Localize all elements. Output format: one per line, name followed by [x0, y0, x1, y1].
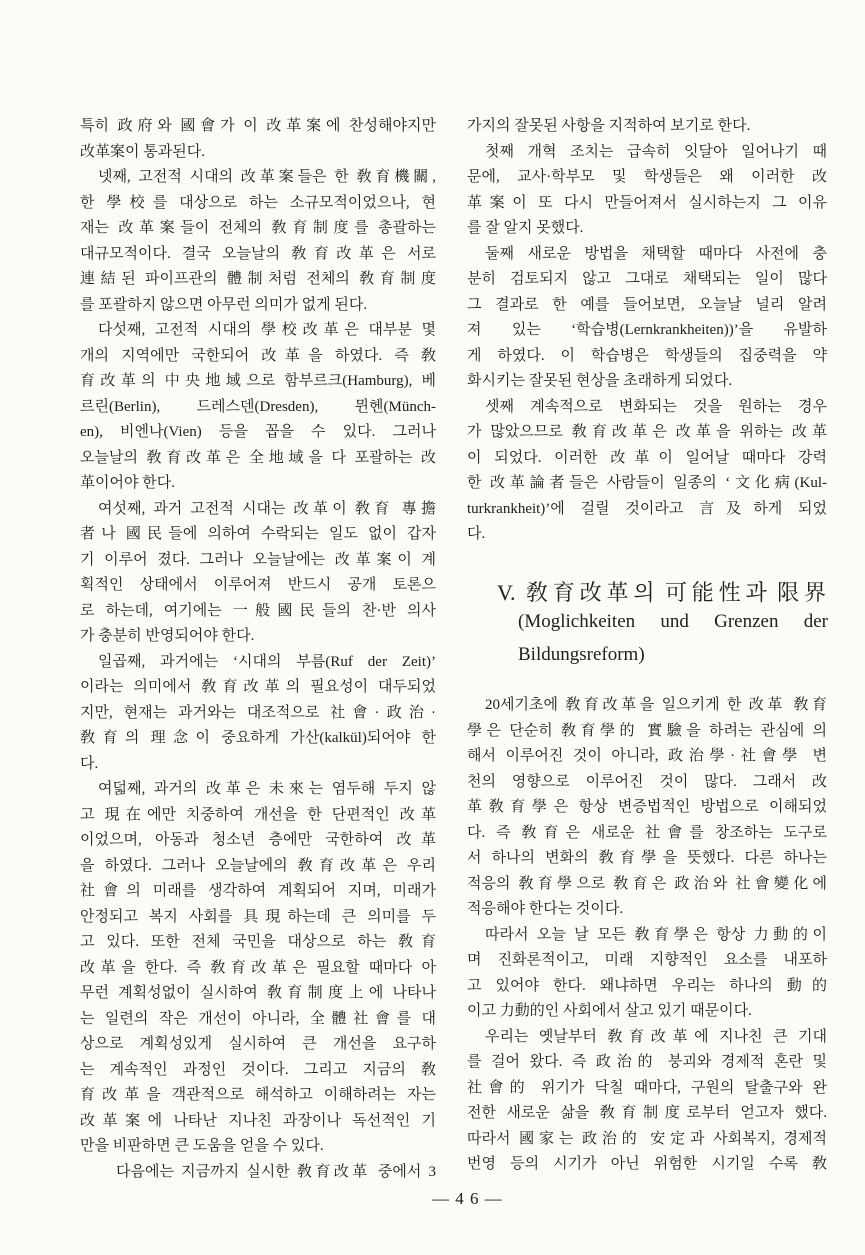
- paragraph-fifth: [80, 318, 436, 497]
- page-number: — 4 6 —: [432, 1189, 503, 1208]
- text-line: 社會의 미래를 생각하여 계획되어 지며, 미래가: [80, 883, 436, 899]
- text-line: turkrankheit)’에 걸릴 것이라고 言及하게 되었: [467, 500, 827, 517]
- text-line: 다섯째, 고전적 시대의 學校改革은 대부분 몇: [98, 322, 436, 338]
- text-line: 다.: [467, 526, 486, 542]
- text-line: 고 있다. 또한 전체 국민을 대상으로 하는 敎育: [80, 934, 436, 950]
- paragraph-first-problem: [467, 140, 827, 242]
- text-line: 革案이 또 다시 만들어져서 실시하는지 그 이유: [467, 194, 827, 211]
- paragraph-fourth: [80, 165, 436, 318]
- text-line: 특히 政府와 國會가 이 改革案에 찬성해야지만: [80, 118, 436, 134]
- text-line: 社會的 위기가 닥칠 때마다, 구원의 탈출구와 완: [467, 1079, 827, 1096]
- text-line: 를 걸어 왔다. 즉 政治的 붕괴와 경제적 혼란 및: [467, 1054, 827, 1070]
- text-line: 무런 계획성없이 실시하여 敎育制度上에 나타나: [80, 985, 436, 1001]
- text-line: 대규모적이다. 결국 오늘날의 敎育改革은 서로: [80, 245, 436, 262]
- text-line: 서 하나의 변화의 敎育學을 뜻했다. 다른 하나는: [467, 850, 827, 866]
- text-line: 고 있어야 한다. 왜냐하면 우리는 하나의 動的: [467, 977, 827, 994]
- paragraph-dynamic-pedagogy: [467, 923, 827, 1025]
- text-line: 連結된 파이프관의 體制처럼 전체의 敎育制度: [80, 271, 436, 287]
- text-line: 문에, 교사·학부모 및 학생들은 왜 이러한 改: [467, 169, 827, 185]
- text-line: en), 비엔나(Vien) 등을 꼽을 수 있다. 그러나: [80, 424, 436, 440]
- text-line: 者나 國民들에 의하여 수락되는 일도 없이 갑자: [80, 526, 436, 542]
- section-heading-title: V. 敎育改革의 可能性과 限界: [497, 580, 826, 605]
- paragraph-third-problem: [467, 395, 827, 548]
- text-line: 여덟째, 과거의 改革은 未來는 염두해 두지 않: [98, 781, 436, 797]
- text-line: 첫째 개혁 조치는 급속히 잇달아 일어나기 때: [485, 143, 827, 160]
- text-line: 해서 이루어진 것이 아니라, 政治學·社會學 변: [467, 748, 827, 764]
- text-line: 만을 비판하면 큰 도움을 얻을 수 있다.: [80, 1138, 324, 1154]
- text-line: 革敎育學은 항상 변증법적인 방법으로 이해되었: [467, 799, 827, 815]
- right-column-bottom: [467, 693, 827, 1178]
- text-line: 안정되고 복지 사회를 具現하는데 큰 의미를 두: [80, 908, 436, 925]
- text-line: 상으로 계획성있게 실시하여 큰 개선을 요구하: [80, 1036, 436, 1052]
- text-line: 다음에는 지금까지 실시한 敎育改革 중에서 3: [116, 1163, 436, 1180]
- text-line: 로 하는데, 여기에는 一般國民들의 찬·반 의사: [80, 602, 436, 619]
- paragraph-sixth: [80, 497, 436, 650]
- text-line: 며 진화론적이고, 미래 지향적인 요소를 내포하: [467, 952, 827, 968]
- text-line: 일곱째, 과거에는 ‘시대의 부름(Ruf der Zeit)’: [98, 653, 436, 670]
- paragraph-second-problem: [467, 242, 827, 395]
- section-heading-subtitle: [518, 605, 828, 671]
- text-line: 고 現在에만 치중하여 개선을 한 단편적인 改革: [80, 806, 436, 823]
- text-line: 오늘날의 敎育改革은 全地域을 다 포괄하는 改: [80, 449, 436, 466]
- text-line: 여섯째, 과거 고전적 시대는 改革이 敎育 專擔: [98, 500, 436, 517]
- text-line: 번영 등의 시기가 아닌 위험한 시기일 수록 敎: [467, 1156, 827, 1172]
- text-line: 學은 단순히 敎育學的 實驗을 하려는 관심에 의: [467, 722, 827, 739]
- text-line: 한 學校를 대상으로 하는 소규모적이었으나, 현: [80, 194, 436, 211]
- text-line: 를 포괄하지 않으면 아무런 의미가 없게 된다.: [80, 296, 368, 313]
- text-line: 넷째, 고전적 시대의 改革案들은 한 敎育機關,: [98, 169, 436, 185]
- text-line: 기 이루어 졌다. 그러나 오늘날에는 改革案이 계: [80, 551, 436, 568]
- text-line: 가 충분히 반영되어야 한다.: [80, 628, 255, 644]
- paragraph-next-intro: [80, 1160, 436, 1186]
- paragraph-continuation: [80, 114, 436, 165]
- paragraph-eighth: [80, 777, 436, 1160]
- text-line: 천의 영향으로 이루어진 것이 많다. 그래서 改: [467, 773, 827, 790]
- text-line: 가 많았으므로 敎育改革은 改革을 위하는 改革: [467, 424, 827, 440]
- text-line: 우리는 옛날부터 敎育改革에 지나친 큰 기대: [485, 1028, 827, 1045]
- text-line: 가지의 잘못된 사항을 지적하여 보기로 한다.: [467, 118, 751, 134]
- text-line: 이고 力動的인 사회에서 살고 있기 때문이다.: [467, 1003, 752, 1019]
- text-line: 화시키는 잘못된 현상을 초래하게 되었다.: [467, 373, 733, 389]
- text-line: 적응의 敎育學으로 敎育은 政治와 社會變化에: [467, 875, 827, 892]
- section-heading-subtitle-line: (Moglichkeiten und Grenzen der: [518, 611, 828, 632]
- text-line: 育改革을 객관적으로 해석하고 이해하려는 자는: [80, 1087, 436, 1103]
- text-line: 한 改革論者들은 사람들이 일종의 ‘文化病(Kul-: [467, 475, 827, 491]
- text-line: 따라서 國家는 政治的 安定과 사회복지, 경제적: [467, 1130, 827, 1147]
- text-line: 改革案에 나타난 지나친 과장이나 독선적인 기: [80, 1112, 436, 1129]
- text-line: 이 되었다. 이러한 改革이 일어날 때마다 강력: [467, 449, 827, 466]
- text-line: 지만, 현재는 과거와는 대조적으로 社會·政治·: [80, 704, 436, 721]
- text-line: 재는 改革案들이 전체의 敎育制度를 총괄하는: [80, 220, 436, 236]
- text-line: 改革案이 통과된다.: [80, 143, 205, 160]
- section-heading-subtitle-line: Bildungsreform): [518, 644, 645, 665]
- text-line: 적응해야 한다는 것이다.: [467, 901, 624, 917]
- left-column: [80, 114, 436, 1185]
- text-line: 전한 새로운 삶을 敎育制度로부터 얻고자 했다.: [467, 1105, 827, 1121]
- text-line: 르린(Berlin), 드레스덴(Dresden), 뮌헨(Münch-: [80, 398, 436, 415]
- text-line: 이라는 의미에서 敎育改革의 필요성이 대두되었: [80, 679, 436, 695]
- right-column-top: [467, 114, 827, 548]
- text-line: 改革을 한다. 즉 敎育改革은 필요할 때마다 아: [80, 959, 436, 976]
- text-line: 는 일련의 작은 개선이 아니라, 全體社會를 대: [80, 1010, 436, 1027]
- paragraph-seventh: [80, 650, 436, 778]
- text-line: 분히 검토되지 않고 그대로 채택되는 일이 많다: [467, 271, 827, 287]
- text-line: 따라서 오늘 날 모든 敎育學은 항상 力動的이: [485, 926, 827, 943]
- text-line: 셋째 계속적으로 변화되는 것을 원하는 경우: [485, 398, 827, 415]
- text-line: 敎育의 理念이 중요하게 가산(kalkül)되어야 한: [80, 730, 436, 746]
- text-line: 다.: [80, 755, 99, 772]
- paragraph-reform-pedagogy: [467, 693, 827, 923]
- text-line: 다. 즉 敎育은 새로운 社會를 창조하는 도구로: [467, 824, 827, 841]
- text-line: 育改革의 中央地域으로 함부르크(Hamburg), 베: [80, 373, 436, 389]
- text-line: 20세기초에 敎育改革을 일으키게 한 改革 敎育: [485, 697, 827, 713]
- text-line: 획적인 상태에서 이루어져 반드시 공개 토론으: [80, 577, 436, 593]
- text-line: 革이어야 한다.: [80, 475, 175, 491]
- text-line: 는 계속적인 과정인 것이다. 그리고 지금의 敎: [80, 1061, 436, 1078]
- text-line: 져 있는 ‘학습병(Lernkrankheiten))’을 유발하: [467, 322, 827, 338]
- text-line: 개의 지역에만 국한되어 改革을 하였다. 즉 敎: [80, 347, 436, 364]
- text-line: 을 하였다. 그러나 오늘날에의 敎育改革은 우리: [80, 857, 436, 874]
- text-line: 그 결과로 한 예를 들어보면, 오늘날 널리 알려: [467, 296, 827, 313]
- text-line: 를 잘 알지 못했다.: [467, 220, 584, 236]
- text-line: 둘째 새로운 방법을 채택할 때마다 사전에 충: [485, 245, 827, 262]
- paragraph-expectations: [467, 1025, 827, 1178]
- paragraph-continuation: [467, 114, 827, 140]
- text-line: 게 하였다. 이 학습병은 학생들의 집중력을 약: [467, 347, 827, 364]
- text-line: 이었으며, 아동과 청소년 층에만 국한하여 改革: [80, 832, 436, 848]
